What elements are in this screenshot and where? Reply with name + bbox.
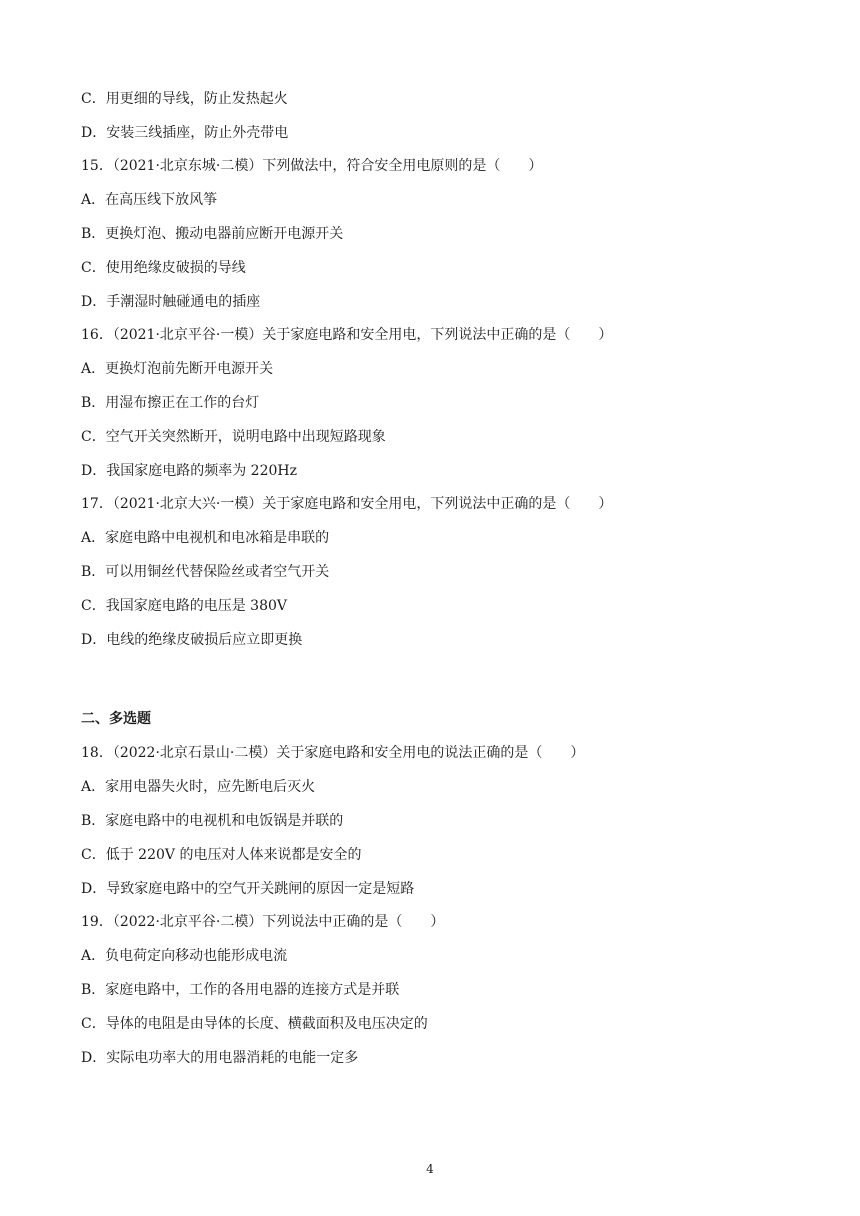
question-19-option-d: D．实际电功率大的用电器消耗的电能一定多 <box>81 1050 359 1066</box>
question-16-option-a: A．更换灯泡前先断开电源开关 <box>81 361 274 377</box>
question-19-option-b: B．家庭电路中，工作的各用电器的连接方式是并联 <box>81 982 400 998</box>
question-19-option-a: A．负电荷定向移动也能形成电流 <box>81 948 288 964</box>
question-15-option-c: C．使用绝缘皮破损的导线 <box>81 260 246 276</box>
question-18-option-b: B．家庭电路中的电视机和电饭锅是并联的 <box>81 813 344 829</box>
section-heading-multi-choice: 二、多选题 <box>81 711 151 727</box>
question-17-option-c: C．我国家庭电路的电压是 380V <box>81 598 287 614</box>
question-15-stem: 15．（2021·北京东城·二模）下列做法中，符合安全用电原则的是（ ） <box>81 158 543 174</box>
question-17-option-a: A．家庭电路中电视机和电冰箱是串联的 <box>81 530 330 546</box>
page-number: 4 <box>426 1162 434 1176</box>
question-15-option-a: A．在高压线下放风筝 <box>81 192 218 208</box>
question-17-option-b: B．可以用铜丝代替保险丝或者空气开关 <box>81 564 330 580</box>
question-16-option-c: C．空气开关突然断开，说明电路中出现短路现象 <box>81 429 386 445</box>
question-16-option-d: D．我国家庭电路的频率为 220Hz <box>81 463 297 479</box>
option-c-prev: C．用更细的导线，防止发热起火 <box>81 91 288 107</box>
question-18-option-a: A．家用电器失火时，应先断电后灭火 <box>81 779 316 795</box>
question-15-option-d: D．手潮湿时触碰通电的插座 <box>81 294 261 310</box>
question-16-option-b: B．用湿布擦正在工作的台灯 <box>81 395 260 411</box>
question-16-stem: 16．（2021·北京平谷·一模）关于家庭电路和安全用电，下列说法中正确的是（ ） <box>81 327 613 343</box>
question-18-option-d: D．导致家庭电路中的空气开关跳闸的原因一定是短路 <box>81 881 415 897</box>
question-19-option-c: C．导体的电阻是由导体的长度、横截面积及电压决定的 <box>81 1016 428 1032</box>
question-17-stem: 17．（2021·北京大兴·一模）关于家庭电路和安全用电，下列说法中正确的是（ ） <box>81 496 613 512</box>
question-17-option-d: D．电线的绝缘皮破损后应立即更换 <box>81 632 303 648</box>
question-15-option-b: B．更换灯泡、搬动电器前应断开电源开关 <box>81 226 344 242</box>
question-19-stem: 19．（2022·北京平谷·二模）下列说法中正确的是（ ） <box>81 914 445 930</box>
option-d-prev: D．安装三线插座，防止外壳带电 <box>81 125 289 141</box>
question-18-stem: 18．（2022·北京石景山·二模）关于家庭电路和安全用电的说法正确的是（ ） <box>81 745 585 761</box>
question-18-option-c: C．低于 220V 的电压对人体来说都是安全的 <box>81 847 362 863</box>
